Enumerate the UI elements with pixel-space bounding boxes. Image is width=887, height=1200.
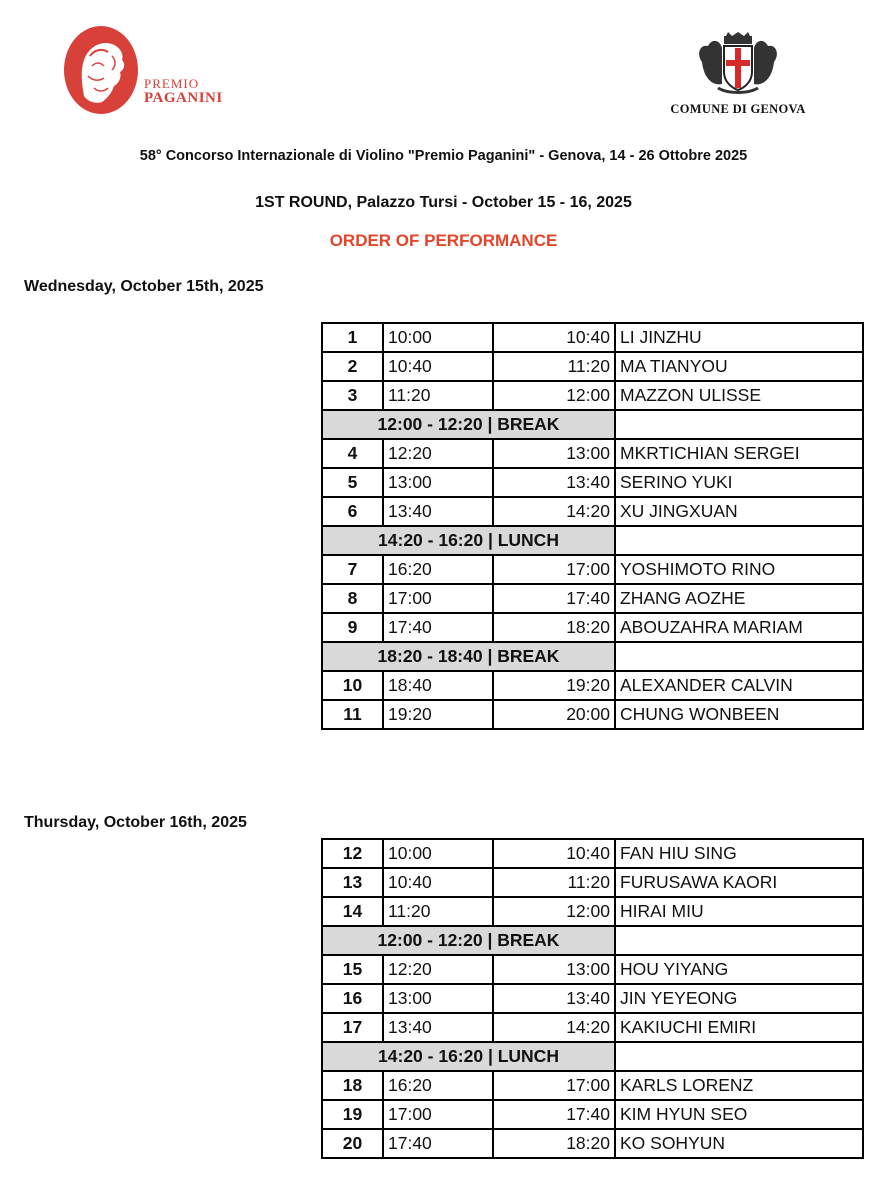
start-time: 11:20	[383, 897, 493, 926]
end-time: 10:40	[493, 839, 615, 868]
performer-name: YOSHIMOTO RINO	[615, 555, 863, 584]
end-time: 11:20	[493, 868, 615, 897]
performer-number: 1	[322, 323, 383, 352]
start-time: 17:40	[383, 1129, 493, 1158]
pause-row	[322, 526, 863, 555]
performer-name: KAKIUCHI EMIRI	[615, 1013, 863, 1042]
performer-number: 13	[322, 868, 383, 897]
performer-name: LI JINZHU	[615, 323, 863, 352]
performance-row	[322, 1100, 863, 1129]
performer-number: 11	[322, 700, 383, 729]
performer-number: 12	[322, 839, 383, 868]
performer-name: HOU YIYANG	[615, 955, 863, 984]
premio-paganini-logo	[64, 26, 239, 116]
performance-row	[322, 1129, 863, 1158]
performer-name: ABOUZAHRA MARIAM	[615, 613, 863, 642]
pause-row	[322, 926, 863, 955]
end-time: 12:00	[493, 381, 615, 410]
performer-number: 3	[322, 381, 383, 410]
comune-di-genova-logo	[668, 32, 808, 122]
performance-row	[322, 584, 863, 613]
end-time: 13:00	[493, 955, 615, 984]
performer-number: 7	[322, 555, 383, 584]
schedule-table-thursday	[321, 838, 864, 1159]
start-time: 16:20	[383, 555, 493, 584]
pause-empty-cell	[615, 642, 863, 671]
performer-number: 9	[322, 613, 383, 642]
performer-number: 20	[322, 1129, 383, 1158]
pause-empty-cell	[615, 1042, 863, 1071]
order-of-performance-title: ORDER OF PERFORMANCE	[329, 231, 558, 250]
performer-name: XU JINGXUAN	[615, 497, 863, 526]
end-time: 13:00	[493, 439, 615, 468]
performance-row	[322, 555, 863, 584]
comune-di-genova-text: COMUNE DI GENOVA	[670, 102, 806, 116]
start-time: 10:40	[383, 352, 493, 381]
pause-row	[322, 1042, 863, 1071]
performance-row	[322, 381, 863, 410]
performance-row	[322, 897, 863, 926]
performer-number: 15	[322, 955, 383, 984]
performer-number: 6	[322, 497, 383, 526]
start-time: 12:20	[383, 439, 493, 468]
performance-row	[322, 352, 863, 381]
performer-name: MKRTICHIAN SERGEI	[615, 439, 863, 468]
performer-name: MAZZON ULISSE	[615, 381, 863, 410]
performance-row	[322, 700, 863, 729]
pause-empty-cell	[615, 526, 863, 555]
start-time: 18:40	[383, 671, 493, 700]
end-time: 17:00	[493, 1071, 615, 1100]
performance-row	[322, 671, 863, 700]
paganini-portrait-icon	[64, 26, 138, 114]
end-time: 14:20	[493, 497, 615, 526]
end-time: 14:20	[493, 1013, 615, 1042]
performance-row	[322, 868, 863, 897]
pause-label: 12:00 - 12:20 | BREAK	[322, 410, 615, 439]
pause-empty-cell	[615, 410, 863, 439]
day-title: Wednesday, October 15th, 2025	[24, 278, 264, 295]
performer-name: SERINO YUKI	[615, 468, 863, 497]
performer-name: ZHANG AOZHE	[615, 584, 863, 613]
end-time: 10:40	[493, 323, 615, 352]
start-time: 13:40	[383, 497, 493, 526]
performer-number: 10	[322, 671, 383, 700]
performer-number: 18	[322, 1071, 383, 1100]
performer-name: KARLS LORENZ	[615, 1071, 863, 1100]
start-time: 12:20	[383, 955, 493, 984]
performer-name: KO SOHYUN	[615, 1129, 863, 1158]
start-time: 17:00	[383, 1100, 493, 1129]
end-time: 20:00	[493, 700, 615, 729]
pause-label: 18:20 - 18:40 | BREAK	[322, 642, 615, 671]
end-time: 13:40	[493, 468, 615, 497]
start-time: 10:40	[383, 868, 493, 897]
performer-number: 19	[322, 1100, 383, 1129]
end-time: 13:40	[493, 984, 615, 1013]
performance-row	[322, 468, 863, 497]
contest-title: 58° Concorso Internazionale di Violino "Premio Paganini" - Genova, 14 - 26 Ottobre 2025	[139, 148, 748, 164]
round-title: 1ST ROUND, Palazzo Tursi - October 15 - 16, 2025	[255, 194, 632, 211]
performer-name: ALEXANDER CALVIN	[615, 671, 863, 700]
performer-name: FAN HIU SING	[615, 839, 863, 868]
performer-number: 4	[322, 439, 383, 468]
start-time: 19:20	[383, 700, 493, 729]
pause-label: 14:20 - 16:20 | LUNCH	[322, 1042, 615, 1071]
pause-row	[322, 410, 863, 439]
performance-row	[322, 613, 863, 642]
day-title: Thursday, October 16th, 2025	[24, 814, 247, 831]
start-time: 17:00	[383, 584, 493, 613]
logo-paganini-text: PAGANINI	[144, 90, 223, 106]
pause-label: 14:20 - 16:20 | LUNCH	[322, 526, 615, 555]
performer-number: 5	[322, 468, 383, 497]
performance-row	[322, 439, 863, 468]
end-time: 11:20	[493, 352, 615, 381]
performer-name: JIN YEYEONG	[615, 984, 863, 1013]
pause-empty-cell	[615, 926, 863, 955]
start-time: 13:00	[383, 984, 493, 1013]
performer-name: KIM HYUN SEO	[615, 1100, 863, 1129]
performer-number: 2	[322, 352, 383, 381]
logo-premio-text: PREMIO	[144, 76, 200, 91]
end-time: 18:20	[493, 1129, 615, 1158]
performer-name: MA TIANYOU	[615, 352, 863, 381]
end-time: 17:00	[493, 555, 615, 584]
end-time: 17:40	[493, 584, 615, 613]
performer-number: 16	[322, 984, 383, 1013]
performance-row	[322, 955, 863, 984]
start-time: 10:00	[383, 839, 493, 868]
performance-row	[322, 839, 863, 868]
schedule-table-wednesday	[321, 322, 864, 730]
performer-name: CHUNG WONBEEN	[615, 700, 863, 729]
start-time: 13:40	[383, 1013, 493, 1042]
start-time: 10:00	[383, 323, 493, 352]
end-time: 19:20	[493, 671, 615, 700]
start-time: 13:00	[383, 468, 493, 497]
pause-row	[322, 642, 863, 671]
end-time: 18:20	[493, 613, 615, 642]
performer-number: 14	[322, 897, 383, 926]
performer-name: FURUSAWA KAORI	[615, 868, 863, 897]
start-time: 16:20	[383, 1071, 493, 1100]
performance-row	[322, 1013, 863, 1042]
start-time: 11:20	[383, 381, 493, 410]
performance-row	[322, 497, 863, 526]
performance-row	[322, 1071, 863, 1100]
performance-row	[322, 984, 863, 1013]
performer-name: HIRAI MIU	[615, 897, 863, 926]
end-time: 17:40	[493, 1100, 615, 1129]
pause-label: 12:00 - 12:20 | BREAK	[322, 926, 615, 955]
start-time: 17:40	[383, 613, 493, 642]
performance-row	[322, 323, 863, 352]
end-time: 12:00	[493, 897, 615, 926]
performer-number: 17	[322, 1013, 383, 1042]
genova-crest-icon	[692, 32, 784, 98]
performer-number: 8	[322, 584, 383, 613]
